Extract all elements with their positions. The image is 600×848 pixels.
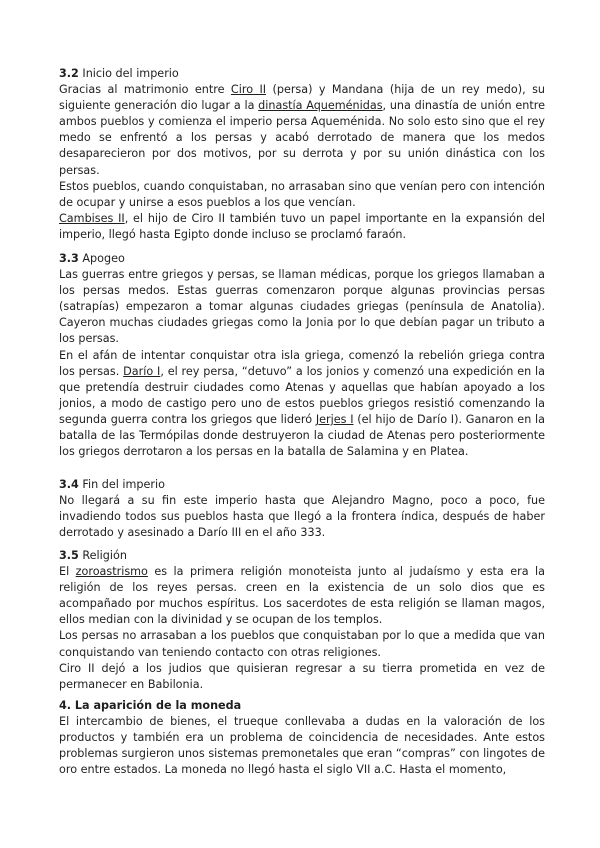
section-4 xyxy=(59,698,545,778)
section-heading xyxy=(59,548,545,564)
section-title: Apogeo xyxy=(82,252,125,265)
paragraph: Estos pueblos, cuando conquistaban, no arrasaban sino que venían pero con intención de ocupar y unirse a esos pueblos a los que vencían. xyxy=(59,179,545,209)
paragraph xyxy=(59,211,545,243)
section-3-5 xyxy=(59,548,545,693)
section-number: 3.4 xyxy=(59,478,79,491)
text-run: El xyxy=(59,565,76,579)
section-heading xyxy=(59,477,545,493)
link-jerjes-i[interactable]: Jerjes I xyxy=(315,412,354,426)
paragraph: Los persas no arrasaban a los pueblos que conquistaban por lo que a medida que van conquistando van teniendo contacto con otras religiones. xyxy=(59,629,545,659)
link-dario-i[interactable]: Darío I xyxy=(123,364,161,378)
section-heading xyxy=(59,66,545,82)
section-3-4 xyxy=(59,477,545,541)
section-number: 3.3 xyxy=(59,252,79,265)
paragraph: El intercambio de bienes, el trueque conllevaba a dudas en la valoración de los productos y también era un problema de coincidencia de necesidades. Ante estos problemas surgieron unos sistemas premonetales que eran “compras” con lingotes de oro entre estados. La moneda no llegó hasta el siglo VII a.C. Hasta el momento, xyxy=(59,715,545,777)
section-number: 3.5 xyxy=(59,549,79,562)
text-run: , el rey persa, “detuvo” a los jonios y comenzó una expedición en la que pretendía destruir ciudades como Atenas y aquellas que habían apoyado a los jonios, a modo de castigo pero uno de estos pueblos griegos resistió comenzando la segunda guerra contra los griegos que lideró xyxy=(59,364,545,426)
text-run: (el hijo de Darío I). Ganaron en la batalla de las Termópilas donde destruyeron la ciudad de Atenas pero posteriormente los griegos derrotaron a los persas en la batalla de Salamina y en Platea. xyxy=(59,412,545,459)
paragraph xyxy=(59,82,545,179)
section-3-2 xyxy=(59,66,545,243)
section-title: Religión xyxy=(82,549,127,562)
text-run: (persa) y Mandana (hija de un rey medo), su siguiente generación dio lugar a la xyxy=(59,83,545,113)
text-run: , el hijo de Ciro II también tuvo un papel importante en la expansión del imperio, llegó hasta Egipto donde incluso se proclamó faraón. xyxy=(59,211,545,241)
paragraph xyxy=(59,348,545,461)
paragraph: No llegará a su fin este imperio hasta que Alejandro Magno, poco a poco, fue invadiendo todos sus pueblos hasta que llegó a la frontera índica, después de haber derrotado y asesinado a Darío III en el año 333. xyxy=(59,494,545,540)
text-run: En el afán de intentar conquistar otra isla griega, comenzó la rebelión griega contra los persas. xyxy=(59,348,545,378)
section-title: Inicio del imperio xyxy=(82,67,179,80)
paragraph xyxy=(59,564,545,628)
link-zoroastrismo[interactable]: zoroastrismo xyxy=(75,565,148,579)
text-run: es la primera religión monoteista junto al judaísmo y esta era la religión de los reyes persas. creen en la existencia de un solo dios que es acompañado por muchos espíritus. Los sacerdotes de esta religión se llaman magos, ellos median con la divinidad y se ocupan de los templos. xyxy=(59,565,545,627)
link-cambises-ii[interactable]: Cambises II xyxy=(59,211,125,225)
link-dinastia-aquemenidas[interactable]: dinastía Aqueménidas xyxy=(258,99,383,113)
text-run: Gracias al matrimonio entre xyxy=(59,83,231,97)
text-run: , una dinastía de unión entre ambos pueblos y comienza el imperio persa Aqueménida. No solo esto sino que el rey medo se enfrentó a los persas y acabó derrotado de manera que los medos desaparecieron por dos motivos, por su derrota y por su unión dinástica con los persas. xyxy=(59,99,545,177)
section-heading: 4. La aparición de la moneda xyxy=(59,699,242,712)
section-heading xyxy=(59,251,545,267)
paragraph: Ciro II dejó a los judios que quisieran regresar a su tierra prometida en vez de permanecer en Babilonia. xyxy=(59,661,545,691)
section-title: Fin del imperio xyxy=(82,478,165,491)
section-number: 3.2 xyxy=(59,67,79,80)
link-ciro-ii[interactable]: Ciro II xyxy=(230,83,267,97)
section-3-3 xyxy=(59,251,545,460)
paragraph: Las guerras entre griegos y persas, se llaman médicas, porque los griegos llamaban a los persas medos. Estas guerras comenzaron porque algunas provincias persas (satrapías) empezaron a tomar algunas ciudades griegas (península de Anatolia). Cayeron muchas ciudades griegas como la Jonia por lo que debían pagar un tributo a los persas. xyxy=(59,268,545,346)
